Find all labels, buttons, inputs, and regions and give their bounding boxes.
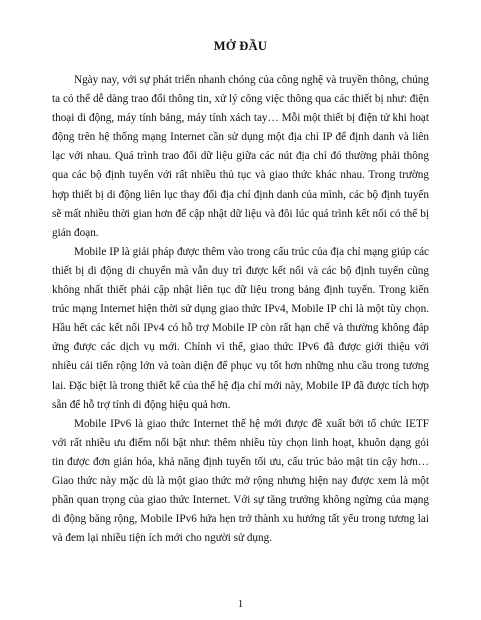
paragraph-2: Mobile IP là giải pháp được thêm vào trong cấu trúc của địa chỉ mạng giúp các thiết bị di động di chuyển mà vẫn duy trì được kết nối và các bộ định tuyến cũng không nhất thiết phải cập nhật liên tục dữ liệu trong bảng định tuyến. Trong kiến trúc mạng Internet hiện thời sử dụng giao thức IPv4, Mobile IP chỉ là một tùy chọn. Hầu hết các kết nối IPv4 có hỗ trợ Mobile IP còn rất hạn chế và thường không đáp ứng được các dịch vụ mới. Chính vì thế, giao thức IPv6 đã được giới thiệu với nhiều cải tiến rộng lớn và toàn diện để phục vụ tốt hơn những nhu cầu trong tương lai. Đặc biệt là trong thiết kế của thế hệ địa chỉ mới này, Mobile IP đã được tích hợp sẵn để hỗ trợ tính di động hiệu quả hơn. [52,245,429,411]
page-number: 1 [237,598,244,610]
paragraph-1: Ngày nay, với sự phát triển nhanh chóng của công nghệ và truyền thông, chúng ta có thể dễ dàng trao đổi thông tin, xử lý công việc thông qua các thiết bị như: điện thoại di động, máy tính bảng, máy tính xách tay… Mỗi một thiết bị điện tử khi hoạt động trên hệ thống mạng Internet cần sử dụng một địa chỉ IP để định danh và liên lạc với nhau. Quá trình trao đổi dữ liệu giữa các nút địa chỉ đó thường phải thông qua các bộ định tuyến với rất nhiều thủ tục và giao thức khác nhau. Trong trường hợp thiết bị di động liên lục thay đổi địa chỉ định danh của mình, các bộ định tuyến sẽ mất nhiều thời gian hơn để cập nhật dữ liệu và đôi lúc quá trình kết nối có thể bị gián đoạn. [52,74,429,239]
page-title: MỞ ĐẦU [213,39,268,53]
paragraph-3: Mobile IPv6 là giao thức Internet thế hệ mới được đề xuất bởi tổ chức IETF với rất nhiều ưu điểm nổi bật như: thêm nhiều tùy chọn linh hoạt, khuôn dạng gói tin được đơn giản hóa, khả năng định tuyến tối ưu, cấu trúc bảo mật tin cậy hơn… Giao thức này mặc dù là một giao thức mở rộng nhưng hiện nay được xem là một phần quan trọng của giao thức Internet. Với sự tăng trưởng không ngừng của mạng di động băng rộng, Mobile IPv6 hứa hẹn trở thành xu hướng tất yếu trong tương lai và đem lại nhiều tiện ích mới cho người sử dụng. [52,417,429,545]
